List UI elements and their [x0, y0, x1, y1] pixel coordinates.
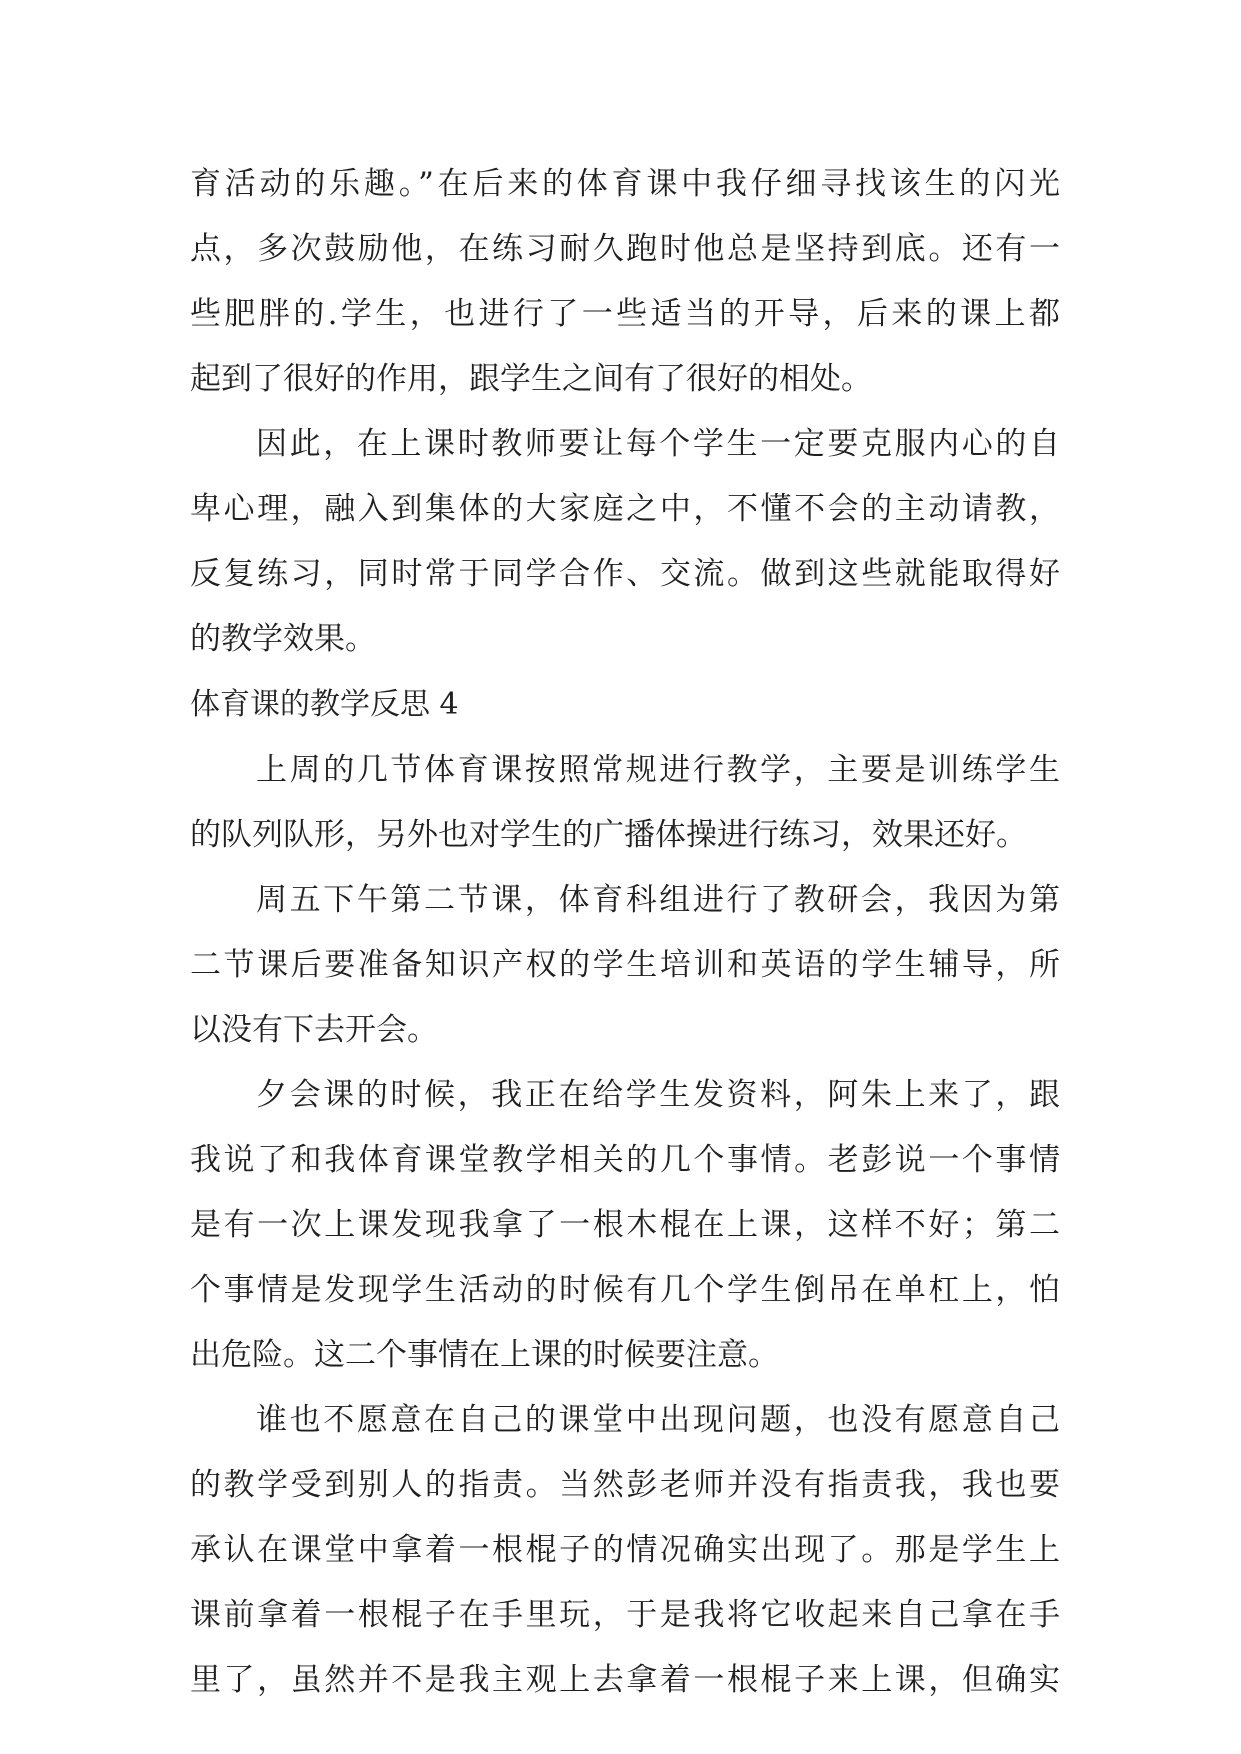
text-line: 上周的几节体育课按照常规进行教学，主要是训练学生	[256, 752, 1060, 788]
text-line: 因此，在上课时教师要让每个学生一定要克服内心的自	[256, 426, 1060, 462]
text-line: 承认在课堂中拿着一根棍子的情况确实出现了。那是学生上	[190, 1532, 1060, 1568]
paragraph	[190, 412, 1060, 672]
text-line: 课前拿着一根棍子在手里玩，于是我将它收起来自己拿在手	[190, 1597, 1060, 1633]
paragraph	[190, 152, 1060, 412]
paragraph	[190, 868, 1060, 1063]
text-line: 育活动的乐趣。”在后来的体育课中我仔细寻找该生的闪光	[190, 166, 1060, 202]
text-line: 出危险。这二个事情在上课的时候要注意。	[190, 1337, 779, 1373]
section-heading: 体育课的教学反思 4	[190, 687, 459, 722]
text-line: 以没有下去开会。	[190, 1012, 438, 1048]
text-line: 周五下午第二节课，体育科组进行了教研会，我因为第	[256, 882, 1060, 918]
text-line: 里了，虽然并不是我主观上去拿着一根棍子来上课，但确实	[190, 1662, 1060, 1698]
text-line: 的教学效果。	[190, 621, 376, 657]
text-line: 的队列队形，另外也对学生的广播体操进行练习，效果还好。	[190, 817, 1027, 853]
text-line: 个事情是发现学生活动的时候有几个学生倒吊在单杠上，怕	[190, 1272, 1060, 1308]
paragraph	[190, 738, 1060, 868]
text-line: 二节课后要准备知识产权的学生培训和英语的学生辅导，所	[190, 947, 1060, 983]
document-body	[190, 152, 1060, 1713]
text-line: 点，多次鼓励他，在练习耐久跑时他总是坚持到底。还有一	[190, 231, 1060, 267]
text-line: 谁也不愿意在自己的课堂中出现问题，也没有愿意自己	[256, 1402, 1060, 1438]
text-line: 起到了很好的作用，跟学生之间有了很好的相处。	[190, 361, 872, 397]
text-line: 反复练习，同时常于同学合作、交流。做到这些就能取得好	[190, 556, 1060, 592]
text-line: 我说了和我体育课堂教学相关的几个事情。老彭说一个事情	[190, 1142, 1060, 1178]
text-line: 夕会课的时候，我正在给学生发资料，阿朱上来了，跟	[256, 1077, 1060, 1113]
paragraph	[190, 1063, 1060, 1388]
text-line: 些肥胖的.学生，也进行了一些适当的开导，后来的课上都	[190, 296, 1060, 332]
text-line: 的教学受到别人的指责。当然彭老师并没有指责我，我也要	[190, 1467, 1060, 1503]
paragraph	[190, 1388, 1060, 1713]
text-line: 是有一次上课发现我拿了一根木棍在上课，这样不好；第二	[190, 1207, 1060, 1243]
text-line: 卑心理，融入到集体的大家庭之中，不懂不会的主动请教，	[190, 491, 1060, 527]
